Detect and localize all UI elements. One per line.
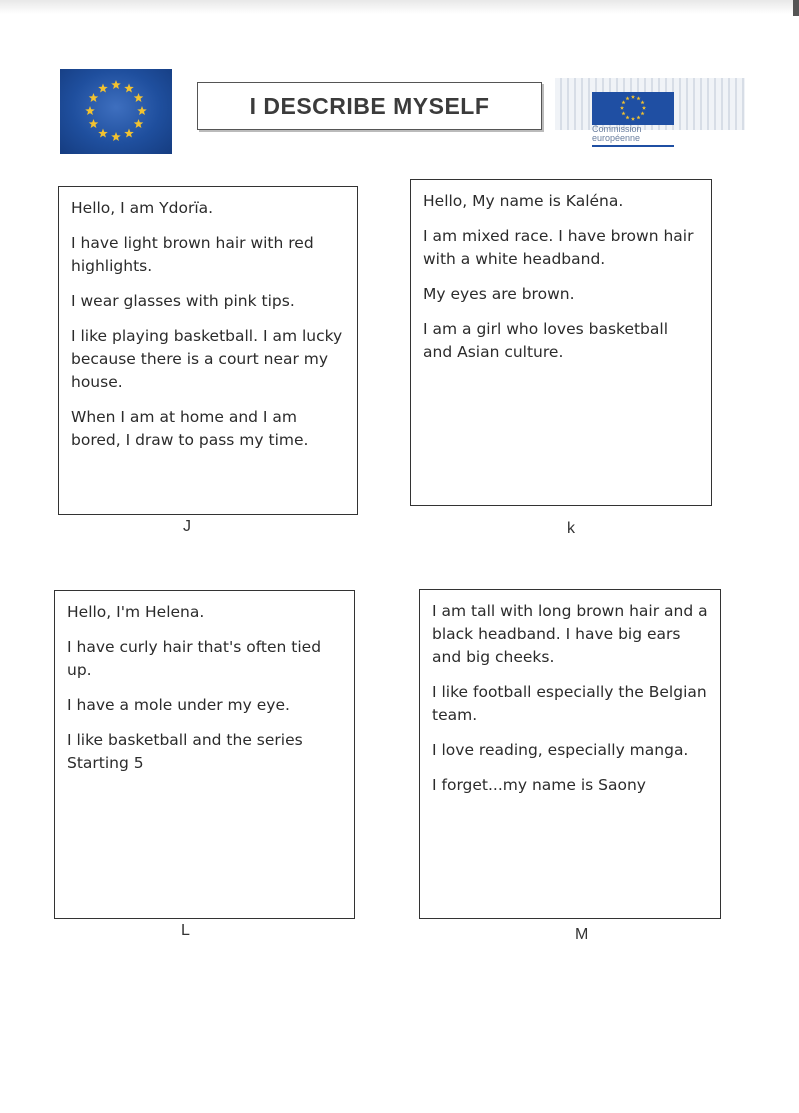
- star-icon: [89, 93, 99, 102]
- card-text: I am mixed race. I have brown hair with a white headband.: [423, 227, 694, 268]
- card-text: I wear glasses with pink tips.: [71, 292, 295, 310]
- card-text: I have a mole under my eye.: [67, 696, 290, 714]
- card-text: Hello, I'm Helena.: [67, 603, 205, 621]
- card-text: I like playing basketball. I am lucky because there is a court near my house.: [71, 327, 343, 391]
- star-icon: [124, 129, 134, 138]
- logo-underline: [592, 145, 674, 147]
- commission-flag-icon: [592, 92, 674, 125]
- card-text: I am a girl who loves basketball and Asian culture.: [423, 320, 669, 361]
- card-text: My eyes are brown.: [423, 285, 575, 303]
- card-text: I like basketball and the series Starting 5: [67, 731, 303, 772]
- description-card-j: [58, 186, 358, 515]
- star-icon: [621, 100, 625, 104]
- star-icon: [636, 96, 640, 100]
- card-text: I love reading, especially manga.: [432, 741, 689, 759]
- card-label-j: J: [183, 518, 191, 535]
- description-card-m: [419, 589, 721, 919]
- star-icon: [89, 119, 99, 128]
- eu-stars-icon: [60, 69, 172, 154]
- star-icon: [124, 83, 134, 92]
- card-label-k: k: [567, 520, 575, 537]
- star-icon: [134, 93, 144, 102]
- title-box: [197, 82, 542, 130]
- european-commission-logo: [555, 68, 745, 150]
- card-text: I have light brown hair with red highlights.: [71, 234, 314, 275]
- star-icon: [98, 83, 108, 92]
- logo-text-line1: Commission: [592, 124, 642, 134]
- star-icon: [111, 80, 121, 89]
- card-text: I forget...my name is Saony: [432, 776, 646, 794]
- star-icon: [134, 119, 144, 128]
- star-icon: [111, 132, 121, 141]
- star-icon: [640, 100, 644, 104]
- header: [0, 68, 799, 158]
- star-icon: [625, 115, 629, 119]
- card-text: When I am at home and I am bored, I draw to pass my time.: [71, 408, 309, 449]
- eu-flag-logo: [60, 69, 172, 154]
- star-icon: [640, 111, 644, 115]
- scan-edge-mark: [793, 0, 799, 16]
- commission-logo-text: [592, 125, 682, 143]
- card-label-l: L: [181, 922, 190, 939]
- star-icon: [631, 117, 635, 121]
- star-icon: [625, 96, 629, 100]
- card-text: I am tall with long brown hair and a black headband. I have big ears and big cheeks.: [432, 602, 708, 666]
- star-icon: [620, 106, 624, 110]
- page-top-edge: [0, 0, 799, 14]
- logo-text-line2: européenne: [592, 133, 641, 143]
- star-icon: [642, 106, 646, 110]
- card-text: I like football especially the Belgian team.: [432, 683, 707, 724]
- card-text: Hello, I am Ydorïa.: [71, 199, 214, 217]
- card-text: Hello, My name is Kaléna.: [423, 192, 624, 210]
- description-card-l: [54, 590, 355, 919]
- page-title: I DESCRIBE MYSELF: [249, 92, 490, 119]
- star-icon: [636, 115, 640, 119]
- star-icon: [631, 95, 635, 99]
- star-icon: [98, 129, 108, 138]
- star-icon: [621, 111, 625, 115]
- card-text: I have curly hair that's often tied up.: [67, 638, 322, 679]
- star-icon: [137, 106, 147, 115]
- star-icon: [85, 106, 95, 115]
- card-label-m: M: [575, 926, 589, 943]
- description-card-k: [410, 179, 712, 506]
